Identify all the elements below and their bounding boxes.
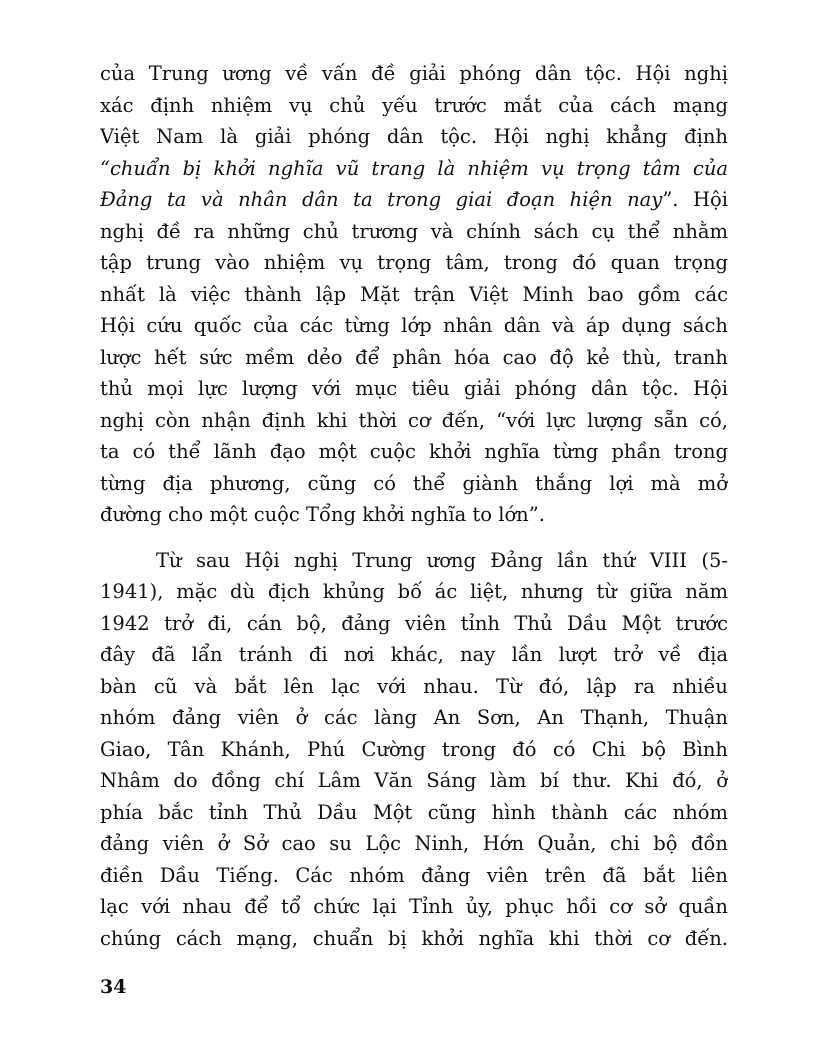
text-line: 1941), mặc dù địch khủng bố ác liệt, nhưng từ giữa năm	[100, 580, 728, 603]
text-line: thủ mọi lực lượng với mục tiêu giải phóng dân tộc. Hội	[100, 377, 728, 400]
text-line: chúng cách mạng, chuẩn bị khởi nghĩa khi thời cơ đến.	[100, 926, 728, 950]
paragraph-1	[100, 58, 728, 531]
text-line: đây đã lẩn tránh đi nơi khác, nay lần lượt trở về địa	[100, 643, 728, 666]
text-line: của Trung ương về vấn đề giải phóng dân tộc. Hội nghị	[100, 62, 728, 85]
text-line-italic: “chuẩn bị khởi nghĩa vũ trang là nhiệm vụ trọng tâm của	[100, 156, 728, 180]
text-line: nhất là việc thành lập Mặt trận Việt Minh bao gồm các	[100, 282, 728, 306]
text-line: Việt Nam là giải phóng dân tộc. Hội nghị khẳng định	[100, 125, 728, 148]
paragraph-2	[100, 545, 728, 955]
text-line: Nhâm do đồng chí Lâm Văn Sáng làm bí thư. Khi đó, ở	[100, 769, 728, 792]
text-line: nghị đề ra những chủ trương và chính sách cụ thể nhằm	[100, 219, 728, 243]
text-line: Giao, Tân Khánh, Phú Cường trong đó có Chi bộ Bình	[100, 737, 728, 761]
text-line: đảng viên ở Sở cao su Lộc Ninh, Hớn Quản, chi bộ đồn	[100, 832, 728, 855]
text-line: lạc với nhau để tổ chức lại Tỉnh ủy, phục hồi cơ sở quần	[100, 895, 728, 918]
text-line-mixed	[100, 184, 728, 216]
text-line: Hội cứu quốc của các từng lớp nhân dân và áp dụng sách	[100, 314, 728, 337]
text-line: ta có thể lãnh đạo một cuộc khởi nghĩa từng phần trong	[100, 440, 728, 463]
text-line: bàn cũ và bắt lên lạc với nhau. Từ đó, lập ra nhiều	[100, 674, 728, 698]
text-line: phía bắc tỉnh Thủ Dầu Một cũng hình thành các nhóm	[100, 800, 728, 824]
text-line: 1942 trở đi, cán bộ, đảng viên tỉnh Thủ Dầu Một trước	[100, 611, 728, 635]
text-line: lược hết sức mềm dẻo để phân hóa cao độ kẻ thù, tranh	[100, 345, 728, 369]
text-line: xác định nhiệm vụ chủ yếu trước mắt của cách mạng	[100, 93, 728, 117]
text-line: nghị còn nhận định khi thời cơ đến, “với lực lượng sẵn có,	[100, 408, 728, 432]
text-line: nhóm đảng viên ở các làng An Sơn, An Thạnh, Thuận	[100, 706, 728, 729]
text-line: điền Dầu Tiếng. Các nhóm đảng viên trên đã bắt liên	[100, 863, 728, 887]
paragraph-gap	[100, 531, 728, 545]
text-line: đường cho một cuộc Tổng khởi nghĩa to lớn”.	[100, 503, 545, 526]
quote-italic: Đảng ta và nhân dân ta trong giai đoạn hiện nay	[100, 188, 663, 211]
quote-end: ”. Hội	[662, 188, 728, 211]
page-number: 34	[100, 976, 127, 998]
text-line: từng địa phương, cũng có thể giành thắng lợi mà mở	[100, 471, 728, 495]
text-line: tập trung vào nhiệm vụ trọng tâm, trong đó quan trọng	[100, 251, 728, 274]
text-line: Từ sau Hội nghị Trung ương Đảng lần thứ VIII (5-	[156, 548, 728, 572]
page-body	[100, 58, 728, 954]
